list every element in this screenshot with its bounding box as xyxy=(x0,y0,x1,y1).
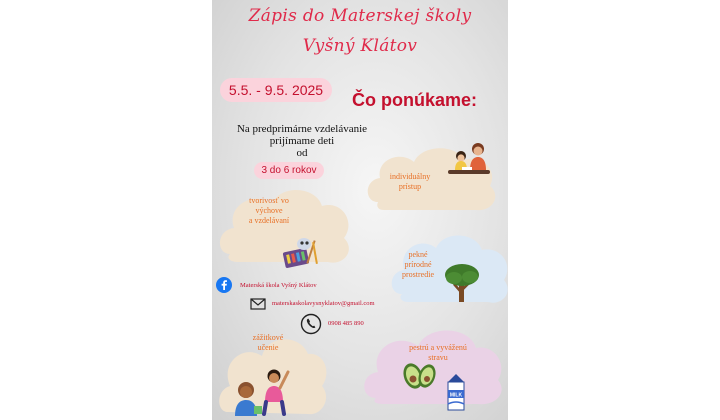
milk-carton-icon xyxy=(444,372,468,412)
tree-icon xyxy=(442,262,482,304)
offer-heading: Čo ponúkame: xyxy=(352,90,478,110)
email-icon xyxy=(250,298,266,310)
cloud-creativity-line2: výchove xyxy=(255,206,283,215)
intro-line1: Na predprimárne vzdelávanie xyxy=(236,123,368,135)
dates-badge: 5.5. - 9.5. 2025 xyxy=(220,78,332,102)
email-link[interactable]: materskaskolavysnyklatov@gmail.com xyxy=(272,300,375,307)
poster xyxy=(212,0,508,420)
cloud-creativity-line3: a vzdelávaní xyxy=(248,216,290,225)
facebook-icon[interactable] xyxy=(216,277,232,293)
cloud-nature-line2: prírodné xyxy=(404,260,432,269)
poster-title-line2: Vyšný Klátov xyxy=(302,36,418,56)
avocado-icon xyxy=(402,360,436,392)
intro-line2: prijímame deti xyxy=(269,135,335,147)
milk-label: MILK xyxy=(449,392,463,399)
poster-title-line1: Zápis do Materskej školy xyxy=(248,6,472,26)
cloud-individual-text xyxy=(380,172,440,192)
cloud-creativity-text xyxy=(238,196,300,226)
cloud-creativity-line1: tvorivosť vo xyxy=(249,196,289,205)
facebook-page-link[interactable]: Materská škola Vyšný Klátov xyxy=(240,282,317,289)
cloud-experiences-line1: zážitkové xyxy=(252,333,284,342)
children-playing-icon xyxy=(230,368,292,416)
phone-number[interactable]: 0908 485 890 xyxy=(328,320,364,327)
cloud-experiences-text xyxy=(238,333,298,353)
cloud-food-line2: stravu xyxy=(428,353,448,362)
cloud-individual-line2: prístup xyxy=(398,182,422,191)
cloud-nature-line1: pekné xyxy=(408,250,428,259)
teacher-child-illustration-icon xyxy=(444,142,492,180)
cloud-nature-line3: prostredie xyxy=(402,270,434,279)
cloud-food-line1: pestrú a vyváženú xyxy=(409,343,467,352)
cloud-experiences-line2: učenie xyxy=(257,343,279,352)
ages-badge: 3 do 6 rokov xyxy=(254,162,324,179)
cloud-individual-line1: individuálny xyxy=(389,172,431,181)
art-supplies-icon xyxy=(280,236,320,270)
intro-line3: od xyxy=(296,147,308,159)
cloud-nature-text xyxy=(396,250,440,280)
